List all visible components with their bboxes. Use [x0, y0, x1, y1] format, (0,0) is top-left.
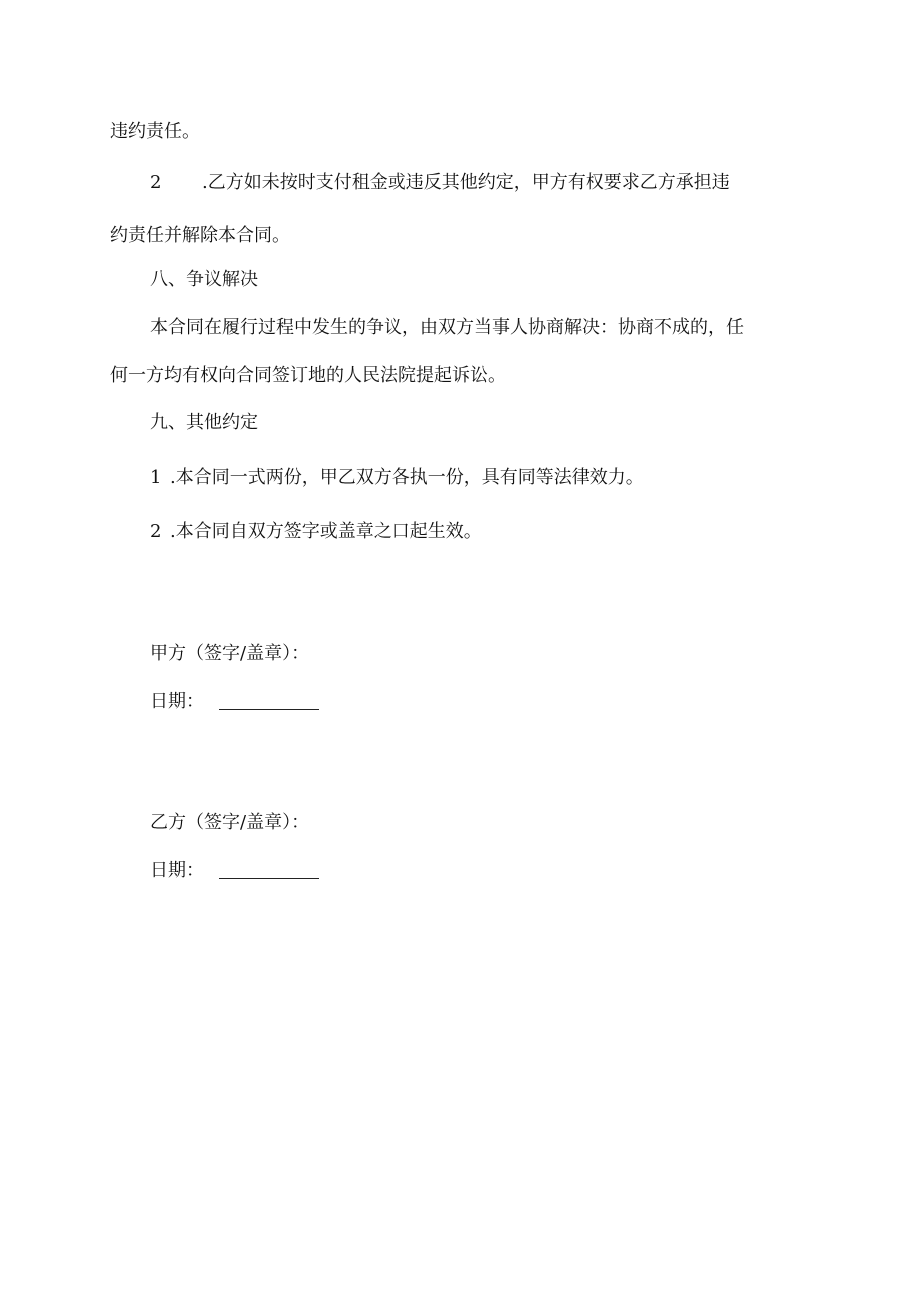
item-number: 2 [150, 521, 162, 542]
section-8-body-line-1: 本合同在履行过程中发生的争议，由双方当事人协商解决：协商不成的，任 [150, 317, 744, 338]
party-a-date-label: 日期： [150, 691, 204, 712]
party-a-date-blank[interactable] [219, 709, 319, 710]
section-8-body-line-2: 何一方均有权向合同签订地的人民法院提起诉讼。 [110, 365, 506, 386]
clause-7-tail: 违约责任。 [110, 121, 200, 142]
section-9-heading: 九、其他约定 [150, 412, 258, 433]
item-text: .本合同自双方签字或盖章之口起生效。 [170, 521, 482, 542]
clause-7-item-2-line-1 [150, 174, 730, 192]
item-text: .本合同一式两份，甲乙双方各执一份，具有同等法律效力。 [170, 467, 644, 488]
section-9-item-1 [150, 469, 644, 487]
party-b-date-blank[interactable] [219, 878, 319, 879]
item-number: 2 [150, 172, 162, 193]
section-8-heading: 八、争议解决 [150, 269, 258, 290]
party-b-signature-label: 乙方（签字/盖章）： [150, 812, 310, 833]
section-9-item-2 [150, 523, 482, 541]
item-number: 1 [150, 467, 162, 488]
party-b-date-label: 日期： [150, 860, 204, 881]
party-a-signature-label: 甲方（签字/盖章）： [150, 643, 310, 664]
clause-7-item-2-line-2: 约责任并解除本合同。 [110, 225, 290, 246]
item-text: .乙方如未按时支付租金或违反其他约定，甲方有权要求乙方承担违 [202, 172, 730, 193]
